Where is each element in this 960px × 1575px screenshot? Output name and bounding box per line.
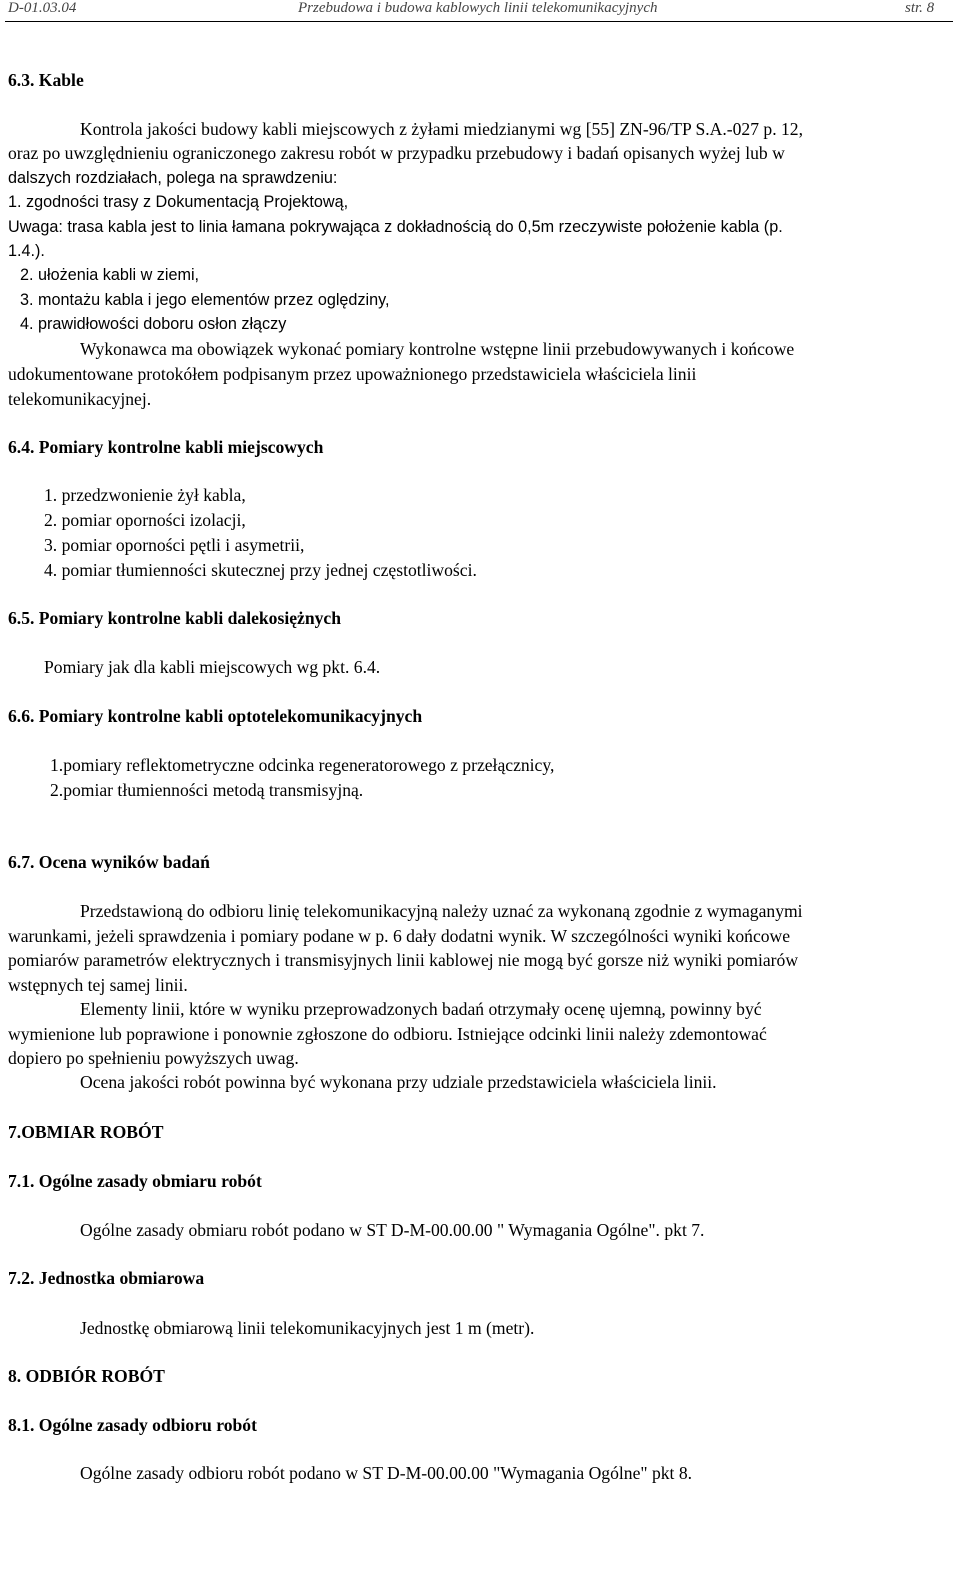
list-item: 3. pomiar oporności pętli i asymetrii, [44,535,305,555]
list-item: 1. zgodności trasy z Dokumentacją Projektową, [8,193,349,211]
paragraph-line: udokumentowane protokółem podpisanym przez upoważnionego przedstawiciela właściciela linii [8,364,697,384]
list-item: 4. prawidłowości doboru osłon złączy [20,315,287,333]
list-item: 2.pomiar tłumienności metodą transmisyjną. [50,780,364,800]
paragraph-line: pomiarów parametrów elektrycznych i transmisyjnych linii kablowej nie mogą być gorsze niż wyniki pomiarów [8,950,799,970]
chapter-heading-8: 8. ODBIÓR ROBÓT [8,1366,165,1386]
paragraph-line: oraz po uwzględnieniu ograniczonego zakresu robót w przypadku przebudowy i badań opisanych wyżej lub w [8,143,785,163]
paragraph-line: dopiero po spełnieniu powyższych uwag. [8,1048,299,1068]
section-heading-8-1: 8.1. Ogólne zasady odbioru robót [8,1415,257,1435]
list-item: 2. ułożenia kabli w ziemi, [20,266,200,284]
paragraph-line: wymienione lub poprawione i ponownie zgłoszone do odbioru. Istniejące odcinki linii należy zdemontować [8,1024,767,1044]
section-heading-6-6: 6.6. Pomiary kontrolne kabli optotelekomunikacyjnych [8,706,423,726]
section-heading-6-3: 6.3. Kable [8,70,84,90]
paragraph-line: Przedstawioną do odbioru linię telekomunikacyjną należy uznać za wykonaną zgodnie z wymaganymi [80,901,803,921]
paragraph-line: Ogólne zasady obmiaru robót podano w ST D-M-00.00.00 " Wymagania Ogólne". pkt 7. [80,1220,705,1240]
page-number: str. 8 [905,0,935,16]
paragraph-line: telekomunikacyjnej. [8,389,152,409]
document-code: D-01.03.04 [8,0,77,16]
paragraph-line: Jednostkę obmiarową linii telekomunikacyjnych jest 1 m (metr). [80,1318,535,1338]
list-item: 4. pomiar tłumienności skutecznej przy jednej częstotliwości. [44,560,477,580]
list-item: 1. przedzwonienie żył kabla, [44,485,246,505]
paragraph-line: Ocena jakości robót powinna być wykonana przy udziale przedstawiciela właściciela linii. [80,1072,717,1092]
document-title: Przebudowa i budowa kablowych linii telekomunikacyjnych [298,0,658,16]
note-line: 1.4.). [8,242,45,260]
section-heading-6-5: 6.5. Pomiary kontrolne kabli dalekosiężnych [8,608,342,628]
paragraph-line: wstępnych tej samej linii. [8,975,188,995]
list-item: 2. pomiar oporności izolacji, [44,510,246,530]
page-header [0,0,960,20]
paragraph-line: Wykonawca ma obowiązek wykonać pomiary kontrolne wstępne linii przebudowywanych i końcowe [80,339,795,359]
list-item: 1.pomiary reflektometryczne odcinka regeneratorowego z przełącznicy, [50,755,555,775]
section-heading-7-1: 7.1. Ogólne zasady obmiaru robót [8,1171,262,1191]
note-line: Uwaga: trasa kabla jest to linia łamana pokrywająca z dokładnością do 0,5m rzeczywiste położenie kabla (p. [8,218,783,236]
paragraph-line: Elementy linii, które w wyniku przeprowadzonych badań otrzymały ocenę ujemną, powinny być [80,999,762,1019]
paragraph-line: dalszych rozdziałach, polega na sprawdzeniu: [8,169,338,187]
paragraph-line: Ogólne zasady odbioru robót podano w ST D-M-00.00.00 "Wymagania Ogólne" pkt 8. [80,1463,693,1483]
header-divider [5,21,953,22]
chapter-heading-7: 7.OBMIAR ROBÓT [8,1122,164,1142]
paragraph-line: warunkami, jeżeli sprawdzenia i pomiary podane w p. 6 dały dodatni wynik. W szczególności wyniki końcowe [8,926,791,946]
section-heading-7-2: 7.2. Jednostka obmiarowa [8,1268,205,1288]
section-heading-6-7: 6.7. Ocena wyników badań [8,852,210,872]
paragraph-line: Kontrola jakości budowy kabli miejscowych z żyłami miedzianymi wg [55] ZN-96/TP S.A.-027 p. 12, [80,119,804,139]
list-item: 3. montażu kabla i jego elementów przez oględziny, [20,291,390,309]
section-heading-6-4: 6.4. Pomiary kontrolne kabli miejscowych [8,437,324,457]
paragraph-line: Pomiary jak dla kabli miejscowych wg pkt. 6.4. [44,657,381,677]
